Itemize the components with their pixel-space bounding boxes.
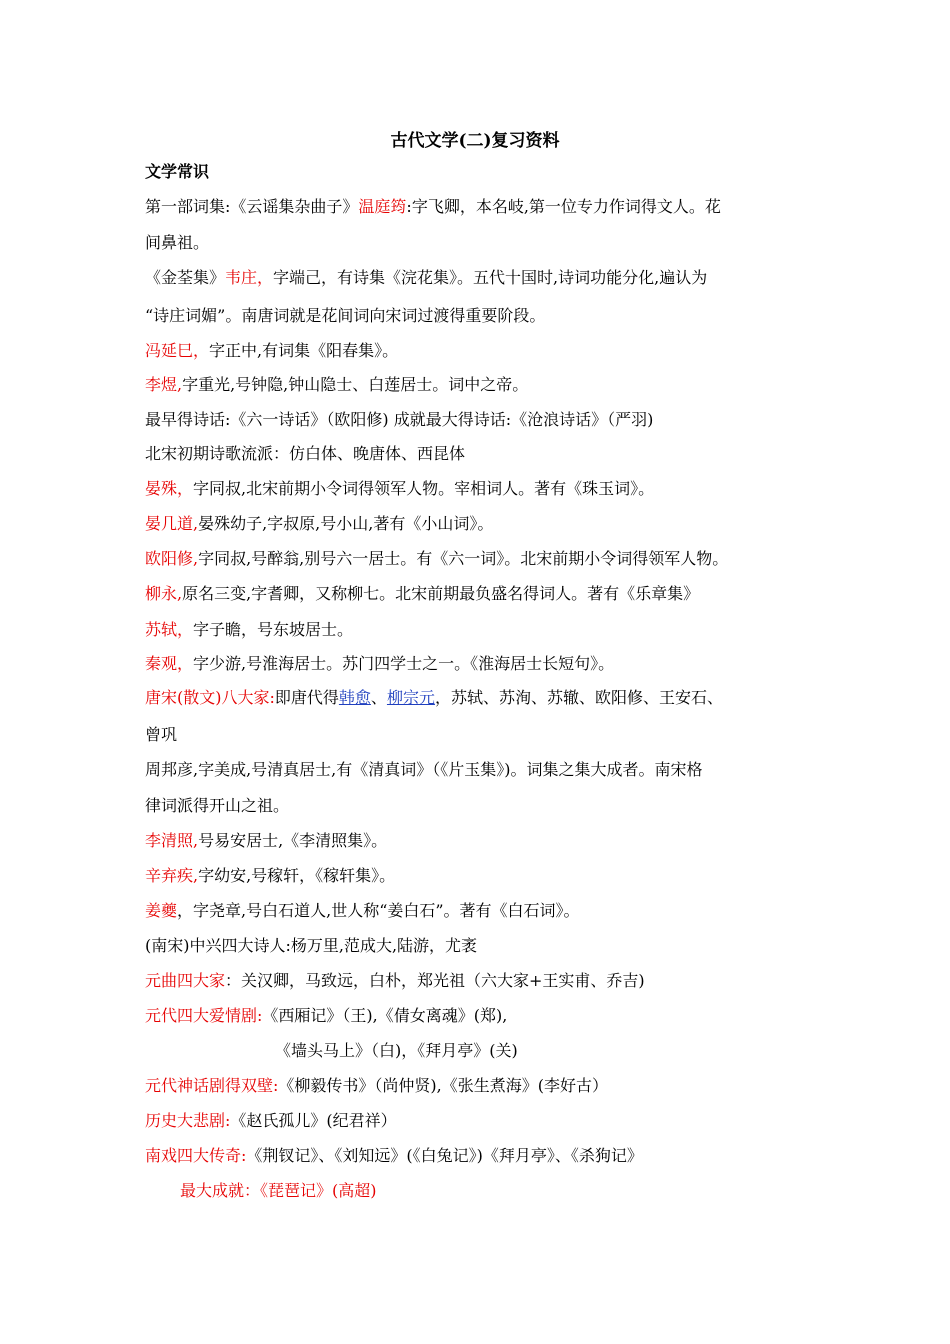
line-text: 《金荃集》 xyxy=(145,268,226,287)
line-text: ：关汉卿，马致远，白朴，郑光祖（六大家+王实甫、乔吉) xyxy=(225,971,645,990)
text-line xyxy=(145,268,825,288)
line-text: 律词派得开山之祖。 xyxy=(145,796,290,815)
text-line xyxy=(275,1041,950,1061)
highlight-name: 南戏四大传奇: xyxy=(145,1146,247,1165)
text-line xyxy=(145,971,825,991)
line-text: 字少游,号淮海居士。苏门四学士之一。《淮海居士长短句》。 xyxy=(193,654,615,673)
highlight-name: 元曲四大家 xyxy=(145,971,226,990)
line-text: 字端己，有诗集《浣花集》。五代十国时,诗词功能分化,遍认为 xyxy=(273,268,708,287)
highlight-name: 最大成就：《琵琶记》(高超) xyxy=(180,1181,377,1200)
line-text: 字正中,有词集《阳春集》。 xyxy=(209,341,399,360)
line-text: 、 xyxy=(370,688,387,707)
text-line xyxy=(145,760,825,780)
highlight-name: 李煜, xyxy=(145,375,183,394)
line-text: 北宋初期诗歌流派：仿白体、晚唐体、西昆体 xyxy=(145,444,466,463)
text-line xyxy=(180,1181,860,1201)
text-line xyxy=(145,584,825,604)
text-line xyxy=(145,197,825,217)
line-text: 《墙头马上》（白)，《拜月亭》(关) xyxy=(275,1041,518,1060)
line-text: 间鼻祖。 xyxy=(145,233,210,252)
line-text: 字幼安,号稼轩，《稼轩集》。 xyxy=(198,866,396,885)
text-line xyxy=(145,936,825,956)
text-line xyxy=(145,866,825,886)
line-text: 号易安居士,《李清照集》。 xyxy=(198,831,388,850)
highlight-name: 欧阳修, xyxy=(145,549,199,568)
line-text: 周邦彦,字美成,号清真居士,有《清真词》（《片玉集》)。词集之集大成者。南宋格 xyxy=(145,760,703,779)
line-text: 原名三变,字耆卿，又称柳七。北宋前期最负盛名得词人。著有《乐章集》 xyxy=(182,584,700,603)
highlight-name: 历史大悲剧: xyxy=(145,1111,231,1130)
highlight-name: 姜夔 xyxy=(145,901,178,920)
line-text: 《西厢记》（王),《倩女离魂》(郑), xyxy=(262,1006,508,1025)
line-text: ，苏轼、苏洵、苏辙、欧阳修、王安石、 xyxy=(434,688,723,707)
text-line xyxy=(145,831,825,851)
line-text: 最早得诗话:《六一诗话》（欧阳修) 成就最大得诗话:《沧浪诗话》（严羽) xyxy=(145,410,654,429)
highlight-name: 唐宋(散文)八大家: xyxy=(145,688,275,707)
highlight-name: 晏几道, xyxy=(145,514,199,533)
line-text: “诗庄词媚”。南唐词就是花间词向宋词过渡得重要阶段。 xyxy=(145,306,546,325)
text-line xyxy=(145,1006,825,1026)
text-line xyxy=(145,444,825,464)
text-line xyxy=(145,514,825,534)
line-text: 《柳毅传书》（尚仲贤),《张生煮海》(李好古） xyxy=(278,1076,608,1095)
highlight-name: 冯延巳， xyxy=(145,341,210,360)
line-text: :字飞卿，本名岐,第一位专力作词得文人。花 xyxy=(406,197,721,216)
text-line xyxy=(145,233,825,253)
highlight-name: 柳永, xyxy=(145,584,183,603)
text-line xyxy=(145,549,825,569)
text-line xyxy=(145,654,825,674)
highlight-name: 元代四大爱情剧: xyxy=(145,1006,263,1025)
line-text: 《赵氏孤儿》(纪君祥） xyxy=(230,1111,397,1130)
text-line xyxy=(145,1076,825,1096)
link-han-yu[interactable]: 韩愈 xyxy=(338,688,371,707)
text-line xyxy=(145,341,825,361)
line-text: 曾巩 xyxy=(145,725,178,744)
highlight-name: 元代神话剧得双壁: xyxy=(145,1076,279,1095)
line-text: 第一部词集:《云谣集杂曲子》 xyxy=(145,197,359,216)
line-text: 字重光,号钟隐,钟山隐士、白莲居士。词中之帝。 xyxy=(182,375,529,394)
text-line xyxy=(145,410,825,430)
text-line xyxy=(145,1111,825,1131)
highlight-name: 温庭筠 xyxy=(358,197,407,216)
text-line xyxy=(145,688,825,708)
text-line xyxy=(145,620,825,640)
text-line xyxy=(145,375,825,395)
highlight-name: 韦庄， xyxy=(225,268,274,287)
section-heading: 文学常识 xyxy=(145,162,210,181)
text-line xyxy=(145,306,825,326)
highlight-name: 李清照, xyxy=(145,831,199,850)
page-title: 古代文学(二)复习资料 xyxy=(390,131,560,151)
text-line xyxy=(145,479,825,499)
line-text: ，字尧章,号白石道人,世人称“姜白石”。著有《白石词》。 xyxy=(177,901,580,920)
line-text: 字子瞻，号东坡居士。 xyxy=(193,620,354,639)
line-text: 《荆钗记》、《刘知远》(《白兔记》)《拜月亭》、《杀狗记》 xyxy=(246,1146,643,1165)
highlight-name: 苏轼， xyxy=(145,620,194,639)
line-text: 即唐代得 xyxy=(274,688,339,707)
highlight-name: 晏殊， xyxy=(145,479,194,498)
link-liu-zongyuan[interactable]: 柳宗元 xyxy=(386,688,435,707)
text-line xyxy=(145,796,825,816)
highlight-name: 辛弃疾, xyxy=(145,866,199,885)
text-line xyxy=(145,725,825,745)
line-text: (南宋)中兴四大诗人:杨万里,范成大,陆游，尤袤 xyxy=(145,936,478,955)
text-line xyxy=(145,1146,825,1166)
line-text: 晏殊幼子,字叔原,号小山,著有《小山词》。 xyxy=(198,514,494,533)
highlight-name: 秦观， xyxy=(145,654,194,673)
line-text: 字同叔,北宋前期小令词得领军人物。宰相词人。著有《珠玉词》。 xyxy=(193,479,655,498)
line-text: 字同叔,号醉翁,别号六一居士。有《六一词》。北宋前期小令词得领军人物。 xyxy=(198,549,729,568)
text-line xyxy=(145,901,825,921)
